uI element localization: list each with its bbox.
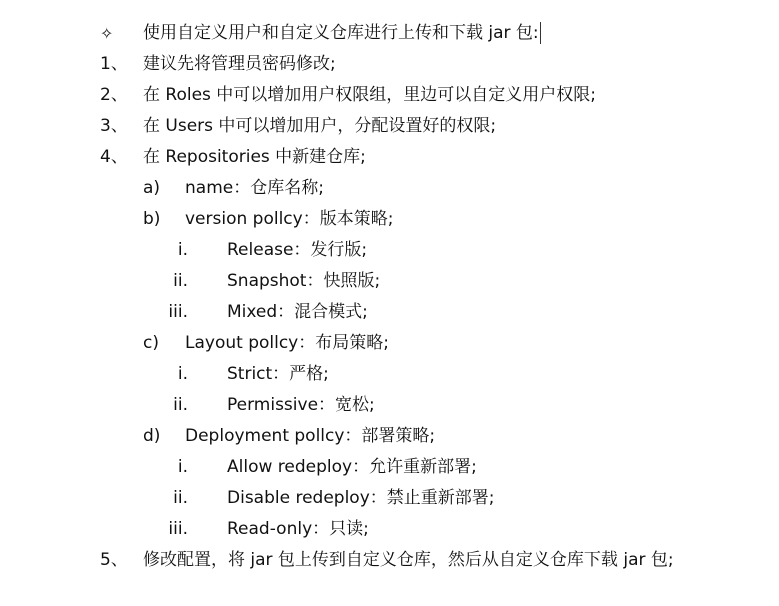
list-marker: b) xyxy=(143,209,161,229)
list-text[interactable]: Permissive：宽松; xyxy=(227,395,375,415)
list-marker: i. xyxy=(177,457,188,477)
list-marker: iii. xyxy=(168,302,188,322)
list-line-step-4c-i xyxy=(0,359,779,390)
list-line-step-4d-iii xyxy=(0,514,779,545)
list-text[interactable]: version pollcy：版本策略; xyxy=(185,209,394,229)
list-marker: 3、 xyxy=(100,116,128,136)
list-marker: ii. xyxy=(173,271,188,291)
list-marker: iii. xyxy=(168,519,188,539)
list-line-step-4a xyxy=(0,173,779,204)
list-text[interactable]: Deployment pollcy：部署策略; xyxy=(185,426,436,446)
list-text[interactable]: Disable redeploy：禁止重新部署; xyxy=(227,488,495,508)
list-marker: c) xyxy=(143,333,159,353)
list-line-step-2 xyxy=(0,80,779,111)
list-line-step-4c-ii xyxy=(0,390,779,421)
list-line-step-4d xyxy=(0,421,779,452)
list-text[interactable]: 在 Users 中可以增加用户，分配设置好的权限; xyxy=(143,116,497,136)
text-cursor xyxy=(540,22,541,44)
list-line-step-5 xyxy=(0,545,779,576)
list-line-step-4d-ii xyxy=(0,483,779,514)
list-line-step-3 xyxy=(0,111,779,142)
list-text[interactable]: Snapshot：快照版; xyxy=(227,271,381,291)
list-text[interactable]: Strict：严格; xyxy=(227,364,329,384)
list-text[interactable]: Read-only：只读; xyxy=(227,519,369,539)
list-text[interactable]: name：仓库名称; xyxy=(185,178,324,198)
list-text[interactable]: 在 Repositories 中新建仓库; xyxy=(143,147,366,167)
list-marker: 5、 xyxy=(100,550,128,570)
list-line-step-4b-ii xyxy=(0,266,779,297)
list-marker: i. xyxy=(177,364,188,384)
list-line-step-4 xyxy=(0,142,779,173)
list-text[interactable]: Allow redeploy：允许重新部署; xyxy=(227,457,477,477)
list-text[interactable]: 建议先将管理员密码修改; xyxy=(143,54,336,74)
list-text[interactable]: Layout pollcy：布局策略; xyxy=(185,333,389,353)
list-line-step-4b-iii xyxy=(0,297,779,328)
list-line-step-4b xyxy=(0,204,779,235)
list-marker: ii. xyxy=(173,395,188,415)
list-text[interactable]: 在 Roles 中可以增加用户权限组，里边可以自定义用户权限; xyxy=(143,85,597,105)
list-text[interactable]: Mixed：混合模式; xyxy=(227,302,368,322)
list-text[interactable]: Release：发行版; xyxy=(227,240,368,260)
list-marker: d) xyxy=(143,426,161,446)
list-line-step-4d-i xyxy=(0,452,779,483)
list-marker: i. xyxy=(177,240,188,260)
list-line-step-1 xyxy=(0,49,779,80)
list-marker: 1、 xyxy=(100,54,128,74)
diamond-sparkle-icon: ✧ xyxy=(100,24,114,43)
intro-text[interactable]: 使用自定义用户和自定义仓库进行上传和下载 jar 包: xyxy=(143,23,539,43)
list-marker: 2、 xyxy=(100,85,128,105)
list-line-step-4c xyxy=(0,328,779,359)
list-line-step-4b-i xyxy=(0,235,779,266)
list-marker: 4、 xyxy=(100,147,128,167)
list-line-intro xyxy=(0,18,779,49)
list-marker: a) xyxy=(143,178,161,198)
list-text[interactable]: 修改配置，将 jar 包上传到自定义仓库，然后从自定义仓库下载 jar 包; xyxy=(143,550,674,570)
list-marker: ii. xyxy=(173,488,188,508)
